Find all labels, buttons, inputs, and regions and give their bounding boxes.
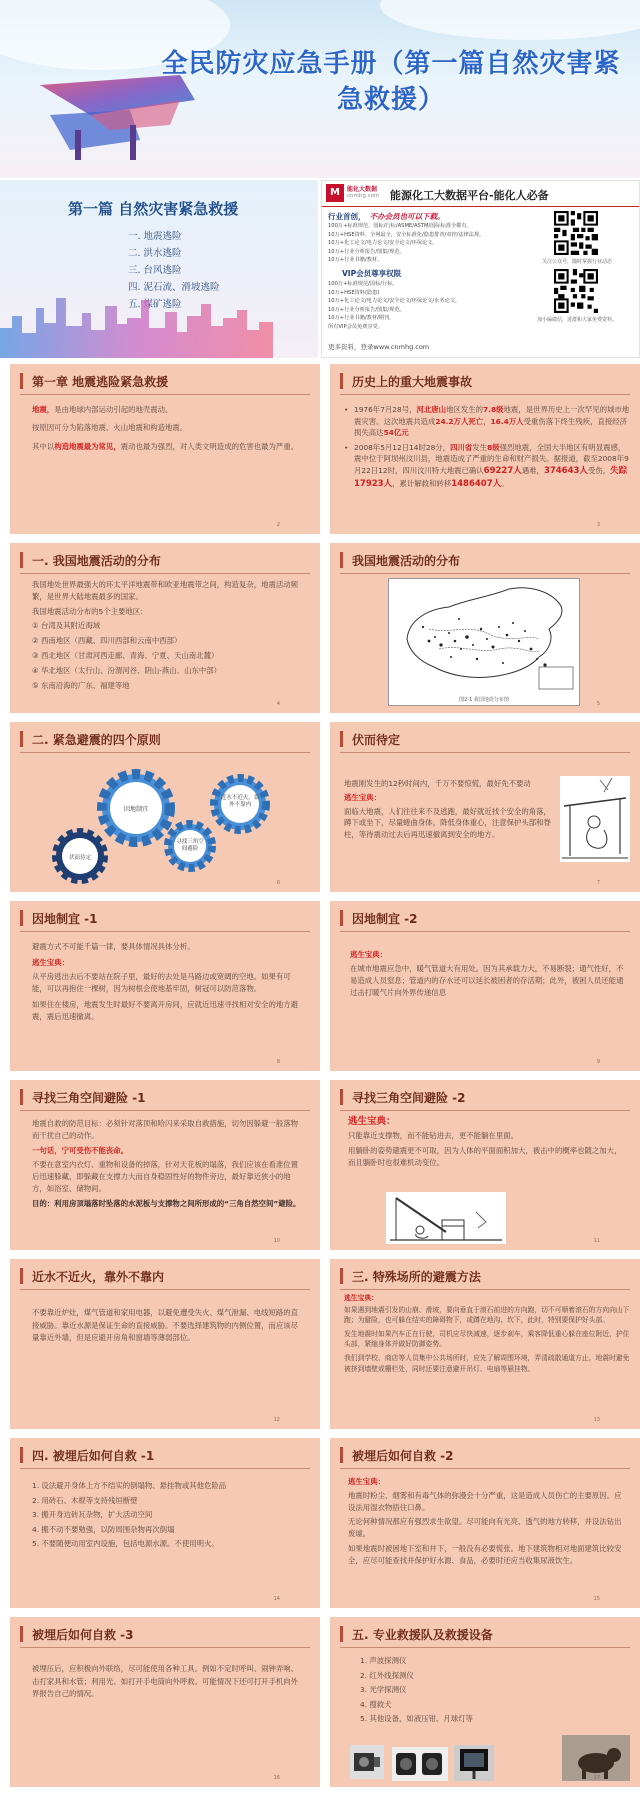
divider [340,752,630,753]
tips-label: 逃生宝典： [348,1116,396,1127]
bullet-item: • 1976年7月28号，河北唐山地区发生的7.8级地震，是世界历史上一次罕见的城市地震灾害。这次地震共造成24.2万人死亡，16.4万人受重伤落下终生残疾，直接经济损失高达54亿元 [344,405,630,438]
figure-caption: 图2-1 我国地震分布图 [459,697,509,703]
slide-water-not-fire [10,1259,320,1429]
ad-vip-title: VIP会员尊享权限 [342,268,402,278]
slide-title: 一. 我国地震活动的分布 [32,554,161,568]
text: 发生 [472,442,488,452]
ad-vip-line: 10万+行业书籍/教材/期刊。 [328,315,395,322]
highlight: 一句话，宁可受伤不能丧命。 [32,1145,129,1155]
slide-title: 历史上的重大地震事故 [352,375,473,389]
text: 从平房逃出去后不要站在院子里，最好的去处是马路边或宽阔的空地。如果有可能，可以再抱住一棵树，因为树根会使地基牢固，树冠可以防范落物。 [32,972,291,993]
slide-adapt-2 [330,901,640,1071]
divider [340,1647,630,1648]
highlight: 构造地震最为常见， [54,441,121,451]
text: 我们到学校、商店等人员集中公共场所时，应先了解周围环境，弄清疏散通道方止。地震时避免被挤到墙壁或栅栏处，同时还要注意避开吊灯、电扇等悬挂物。 [344,1353,630,1373]
slide-buried-3 [10,1617,320,1787]
text: 我国地震活动分布的5个主要地区： [32,606,148,616]
title-accent-bar [340,552,343,568]
text: 被埋压后，应积极向外联络，尽可能使用各种工具。例如不定时呼叫、闹钟弄响、击打家具和水管；利用光、如打开手电筒向外呼救。可能情况下还可打开手机向外界报告自己的情况。 [32,1664,299,1699]
text: 用躺卧的姿势避震更不可取，因为人体的平面面积加大，被击中的概率也随之加大，而且躺卧时也很难机动变位。 [348,1146,622,1167]
text: 。 [501,478,509,488]
list-item: 3. 光学探测仪 [360,1685,407,1695]
slide-body [32,1118,304,1216]
title-accent-bar [20,552,23,568]
ad-vip-line: 100万+标准规范/国标/行标。 [328,280,398,287]
highlight: 8级 [487,442,500,452]
toc-item: 五. 煤矿逃险 [128,299,182,310]
highlight: 24.2万人死亡 [435,416,484,426]
text: ， [483,416,491,426]
ad-vip-line: 10万+HSE资料(隐患) [328,289,380,296]
china-map-illustration [389,579,579,693]
slide-body [32,1307,304,1351]
list-item: 2. 红外线探测仪 [360,1670,414,1680]
slide-history [330,364,640,534]
toc-item: 四. 泥石流、滑坡逃险 [128,282,220,293]
highlight: 河北唐山 [416,405,447,414]
page-number: 12 [273,1417,280,1423]
title-accent-bar [340,1447,343,1463]
ad-line: 100万+标准规范、国标/行标/ASME/ASTM/国际标准全都有。 [328,223,472,229]
text: 2008年5月12日14时28分， [354,442,451,452]
slide-distribution-map [330,543,640,713]
toc-item: 三. 台风逃险 [128,265,182,276]
slide-buried-1 [10,1438,320,1608]
text: 发生地震时如果汽车正在行驶，司机应尽快减速，逐步刹车，乘客降低重心躲在座位附近，护住头部，紧缩身体并做好防御姿势。 [344,1329,630,1349]
list-item: ④ 华北地区（太行山、汾渭河谷、阴山-燕山、山东中部） [32,665,222,675]
ad-line: 10万+HSE资料、全网最全，安全标准化/隐患排查/双控/法律法规。 [328,231,485,238]
title-accent-bar [340,1089,343,1105]
slide-title: 我国地震活动的分布 [352,554,461,568]
title-accent-bar [340,910,343,926]
text: 面临大地震，人们往往来不及逃跑，最好就近找个安全的角落，蹲下或坐下，尽量蜷曲身体，降低身体重心，注意保护头部和脊柱，等待震动过去后再迅速撤离到安全的地方。 [344,806,551,840]
page-number: 11 [593,1238,600,1244]
text: 地震时粉尘、烟雾和有毒气体的弥漫会十分严重，这是造成人员伤亡的主要原因。应设法用湿衣物捂住口鼻。 [348,1490,622,1512]
page-number: 6 [276,880,280,886]
text: 不要靠近炉灶，煤气管道和家用电器，以避免遭受失火、煤气泄漏、电线短路的直接威胁。靠近水源是保证生命的直接威胁。不要选择建筑物的内侧位置，而应该尽量靠近外墙，但是应避开房角和窗墙等薄弱部位。 [32,1308,299,1343]
text: 强烈地震，全国大半地区有明显震感，震中位于阿坝州汶川县，地震造成了严重的生命和财产损失。据报道，截至2008年9月22日12时，四川汶川特大地震已确认 [354,442,629,475]
list-item: 4. 搬不动不要勉强，以防周围杂物再次倒塌 [32,1524,175,1534]
slide-title: 因地制宜 -2 [352,912,418,926]
ad-body [328,211,533,332]
slide-title: 因地制宜 -1 [32,912,98,926]
ad-title: 能源化工大数据平台-能化人必备 [390,189,549,202]
text: 不要在意室内衣灯、重物和设备的掉落，针对天花板的塌落，我们应该在看准位置后迅速躲藏，即躲藏在支撑力大而自身稳固性好的物件旁边，最好靠近狭小的地方，如浴室、储物间。 [32,1160,299,1193]
slide-body [32,1480,304,1553]
title-accent-bar [20,1447,23,1463]
ad-vip-line: 所有VIP会员免费享受。 [328,323,383,330]
slide-title: 三. 特殊场所的避震方法 [352,1270,481,1284]
divider [340,394,630,395]
text: 地震，是世界历史上一次罕见的城市地震灾害。这次地震共造成 [354,405,630,426]
highlight: 16.4万人 [490,416,524,426]
qr-caption: 关注公众号，随时掌握行业动态 [541,259,612,265]
highlight: 1486407人 [451,478,502,489]
gear-label: 寻找三角空间避险 [176,839,204,852]
ad-header [322,181,640,207]
ad-footer-link[interactable]: 更多资料，登录www.cnmhg.com [328,343,430,351]
slide-title: 被埋后如何自救 -2 [352,1449,454,1463]
divider [20,573,310,574]
slide-body [344,778,552,847]
tips-label: 逃生宝典： [344,792,381,802]
page-number: 9 [596,1059,600,1065]
page-number: 5 [596,701,600,707]
highlight: 7.8级 [483,405,504,414]
toc-slide [0,180,318,358]
slide-title: 伏而待定 [352,733,401,747]
slide-title: 被埋后如何自救 -3 [32,1628,134,1642]
text: 避震方式不可能千篇一律，要具体情况具体分析。 [32,942,195,951]
ad-tag-highlight: 不办会员也可以下载。 [369,212,445,221]
brand-url: cnmhg.com [347,193,380,199]
highlight: 四川省 [450,442,473,452]
triangle-space-illustration [386,1192,506,1244]
slide-body [348,1116,624,1175]
ad-panel [321,180,640,358]
slide-distribution-text [10,543,320,713]
slide-title: 近水不近火，靠外不靠内 [32,1270,165,1284]
highlight: 69227人 [483,465,522,476]
list-item: 1. 声波探测仪 [360,1656,407,1665]
divider [20,752,310,753]
list-item: 5. 不要随便动用室内设施，包括电源水源。不使用明火。 [32,1539,219,1549]
slide-title: 寻找三角空间避险 -2 [352,1091,466,1105]
tips-label: 逃生宝典： [348,1477,385,1486]
title-accent-bar [340,731,343,747]
cover-title: 全民防灾应急手册（第一篇自然灾害紧急救援） [161,49,621,115]
infrared-detector-icon [392,1747,448,1781]
text: 地区发生的 [446,405,484,414]
slide-triangle-2 [330,1080,640,1250]
list-item: ① 台湾及其附近海域 [32,621,101,631]
text: 遇难， [521,465,544,475]
divider [340,1110,630,1111]
page-number: 16 [273,1775,280,1781]
qr-code-icon [554,211,598,255]
city-skyline-illustration [0,288,318,358]
slide-title: 第一章 地震逃险紧急救援 [32,375,169,389]
sound-detector-icon [350,1745,384,1779]
toc-ad-strip [0,180,640,358]
highlight: 374643人 [543,465,588,476]
divider [340,1289,630,1290]
text: 我国地处世界最强大的环太平洋地震带和欧亚地震带之间，构造复杂，地震活动频繁，是世界大陆地震最多的国家。 [32,580,299,601]
text: 地震刚发生的12秒时间内，千万不要惊慌，最好先不要动 [344,779,531,788]
toc-title: 第一篇 自然灾害紧急救援 [68,200,239,218]
page-number: 10 [273,1238,280,1244]
collapsed-roof-illustration [386,1192,506,1244]
title-accent-bar [20,1626,23,1642]
ad-vip-line: 10万+化工论文/电力论文/安全论文/环保论文/水务论文。 [328,298,461,305]
text: 受伤， [587,465,611,475]
cloud-decoration [380,0,640,40]
title-accent-bar [20,910,23,926]
slide-body [32,1663,304,1707]
text: 如果住在楼房，地震发生时最好不要离开房间，应就近迅速寻找相对安全的地方避震，震后迅速撤离。 [32,1000,299,1021]
slide-body [350,949,624,1005]
slide-triangle-1 [10,1080,320,1250]
slide-crouch-and-wait [330,722,640,892]
text: 目的：利用房顶塌落时坠落的水泥板与支撑物之间所形成的“三角自然空间”避险。 [32,1198,301,1208]
ad-tag-label: 行业首创， [328,212,366,221]
text: 如果地震时被困地下室和井下，一般没有必要慌张。地下建筑物相对地面建筑比较安全，应尽可能查找并保护好水源、食品，必要时还应当收集尿液饮生。 [348,1543,622,1565]
page-number: 15 [593,1596,600,1602]
qr-caption: 加小编微信，进群和大家免费资料。 [536,317,617,323]
slide-title: 四. 被埋后如何自救 -1 [32,1449,155,1463]
brand-name: 能化大数据 [347,186,378,193]
list-item: ③ 西北地区（甘肃河西走廊、青海、宁夏、天山南北麓） [32,650,219,660]
crouch-illustration [560,776,630,862]
tips-label: 逃生宝典： [344,1294,378,1302]
list-item: 1. 设法避开身体上方不结实的倒塌物、悬挂物或其他危险品 [32,1481,227,1490]
optical-detector-icon [454,1745,494,1781]
text: 其中以 [32,441,55,451]
page-number: 14 [273,1596,280,1602]
slide-body [360,1655,624,1728]
title-accent-bar [20,1268,23,1284]
divider [20,1110,310,1111]
page-number: 2 [276,522,280,528]
text: 在城市地震应急中，暖气管道大有用处。因为其承载力大，不易断裂；通气性好，不易造成人员窒息；管道内的存水还可以延长被困者的存活期；此外，被困人员还能通过击打暖气片向外界传递信息 [350,964,624,997]
toc-item: 一. 地震逃险 [128,231,182,242]
divider [340,573,630,574]
slide-body [344,1293,630,1380]
gears-diagram [50,758,280,888]
earthquake-map-figure [388,578,580,706]
ad-line: 10万+行业分析报告/图集/规范。 [328,248,405,255]
slide-special-places [330,1259,640,1429]
title-accent-bar [20,373,23,389]
slide-title: 五. 专业救援队及救援设备 [352,1628,493,1642]
slide-adapt-1 [10,901,320,1071]
title-accent-bar [340,1268,343,1284]
detector-photo [350,1745,384,1779]
page-number: 7 [596,880,600,886]
page-number: 17 [593,1775,600,1781]
detector-photo [454,1745,494,1781]
text: 地震自救的防范目标：必须针对落顶和哈闪来采取自救措施，切勿因躲避一般落物而干扰自己的动作。 [32,1119,299,1140]
page-number: 8 [276,1059,280,1065]
title-accent-bar [340,1626,343,1642]
text: 1976年7月28号， [354,405,417,414]
tips-label: 逃生宝典： [350,950,387,959]
list-item: 2. 用砖石、木棍等支持残垣断壁 [32,1495,138,1505]
list-item: 3. 搬开身边砖瓦杂物，扩大活动空间 [32,1510,153,1520]
list-item: ⑤ 东南沿海的广东、福建等地 [32,680,130,690]
toc-item: 二. 洪水逃险 [128,248,182,259]
divider [20,1289,310,1290]
tips-label: 逃生宝典： [32,958,69,967]
divider [20,1647,310,1648]
slide-body [348,1476,624,1573]
slide-title: 二. 紧急避震的四个原则 [32,733,161,747]
text: 是由地球内部运动引起的地壳震动。 [54,405,173,414]
title-accent-bar [20,1089,23,1105]
ad-line: 10万+行业书籍/教材。 [328,257,383,264]
slide-body [32,579,304,691]
ad-line: 10万+化工论文/电力论文/安全论文/环保论文。 [328,240,438,247]
qr-code-icon [554,269,598,313]
text: ，累计解救和转移 [392,478,452,488]
page-number: 13 [593,1417,600,1423]
highlight: 失踪17923人 [354,465,628,489]
page-number: 3 [596,522,600,528]
text: 震动也最为强烈，对人类文明造成的危害也最为严重。 [120,441,299,451]
title-accent-bar [20,731,23,747]
slide-body [344,404,630,490]
slide-four-principles [10,722,320,892]
highlight: 地震， [32,405,55,414]
divider [20,1468,310,1469]
page-number: 4 [276,701,280,707]
slide-buried-2 [330,1438,640,1608]
gear-label: 伏而待定 [68,855,91,861]
slide-rescue-equipment [330,1617,640,1787]
text: 按原因可分为陷落地震、火山地震和构造地震。 [32,423,188,433]
gear-label: 近水不近火，靠外不靠内 [220,795,260,808]
slide-body [32,941,304,1029]
text: 如果遇到地震引发的山崩、滑坡，要向垂直于滚石前进的方向跑，切不可顺着滚石的方向向山下跑；为避险，也可躲在结实的障碍物下，或蹲在地沟、坎下，此时，特别要保护好头部。 [344,1305,630,1325]
title-accent-bar [340,373,343,389]
ad-tagline [328,211,533,222]
brand-logo: M [326,184,344,202]
divider [340,931,630,932]
divider [20,931,310,932]
ad-vip-line: 10万+行业分析报告/图集/规范。 [328,306,405,313]
list-item: 5. 其他设备，如液压钳、月球灯等 [360,1714,473,1724]
text: 只能靠近支撑物，而不能钻进去，更不能躺在里面。 [348,1131,518,1140]
slide-earthquake-intro [10,364,320,534]
divider [20,394,310,395]
highlight: 54亿元 [383,428,409,438]
divider [340,1468,630,1469]
bullet-item: • 2008年5月12日14时28分，四川省发生8级强烈地震，全国大半地区有明显震感，震中位于阿坝州汶川县，地震造成了严重的生命和财产损失。据报道，截至2008年9月22日12时，四川汶川特大地震已确认69227人遇难，374643人受伤，失踪17923人，累计解救和转移1486407人。 [344,442,629,489]
detector-photo [392,1747,448,1781]
gear-label: 因地制宜 [123,806,148,813]
slide-body [32,404,304,459]
person-under-table-illustration [560,776,630,862]
slide-title: 寻找三角空间避险 -1 [32,1091,146,1105]
text: 受重伤落下终生残疾，直接经济损失高达 [354,416,628,438]
list-item: 4. 搜救犬 [360,1699,392,1709]
list-item: ② 西南地区（西藏、四川西部和云南中西部） [32,636,182,646]
text: 无论何种情况都应有强烈求生欲望。尽可能向有光亮、透气的地方转移，并设法钻出废墟。 [348,1517,622,1539]
cover-slide [0,0,640,178]
